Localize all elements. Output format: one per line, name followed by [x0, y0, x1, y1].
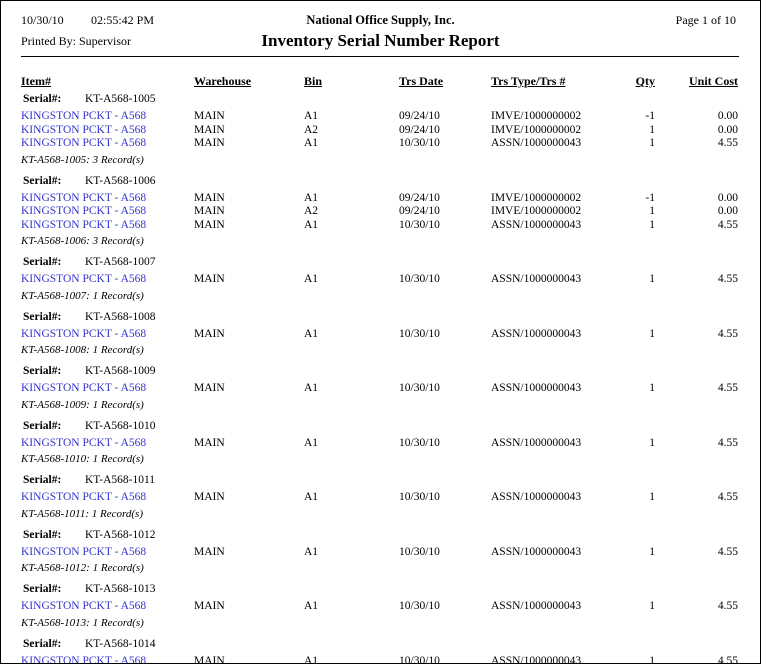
qty-cell: 1 [649, 218, 655, 231]
page-indicator: Page 1 of 10 [675, 13, 736, 27]
warehouse-cell: MAIN [194, 191, 225, 204]
bin-cell: A1 [304, 654, 319, 664]
printed-by: Printed By: Supervisor [21, 34, 131, 48]
serial-number: KT-A568-1008 [85, 310, 156, 323]
qty-cell: 1 [649, 491, 655, 503]
serial-group [1, 638, 760, 664]
trs-date-cell: 10/30/10 [399, 273, 440, 285]
col-header-qty: Qty [635, 74, 655, 88]
bin-cell: A1 [304, 491, 319, 503]
group-summary: KT-A568-1009: 1 Record(s) [21, 398, 144, 411]
group-summary: KT-A568-1005: 3 Record(s) [21, 153, 144, 166]
unit-cost-cell: 4.55 [717, 218, 738, 231]
bin-cell: A1 [304, 436, 319, 449]
unit-cost-cell: 4.55 [717, 382, 738, 394]
serial-line [1, 175, 760, 188]
transaction-row [1, 600, 760, 614]
warehouse-cell: MAIN [194, 123, 225, 136]
unit-cost-cell: 0.00 [717, 191, 738, 204]
warehouse-cell: MAIN [194, 654, 225, 664]
trs-date-cell: 09/24/10 [399, 191, 440, 204]
serial-label: Serial#: [23, 365, 62, 377]
header-divider [21, 56, 739, 57]
unit-cost-cell: 4.55 [717, 654, 738, 664]
warehouse-cell: MAIN [194, 205, 225, 217]
serial-group [1, 529, 760, 576]
bin-cell: A1 [304, 545, 319, 558]
serial-label: Serial#: [23, 256, 62, 268]
transaction-row [1, 124, 760, 138]
qty-cell: 1 [649, 123, 655, 136]
company-name: National Office Supply, Inc. [306, 13, 455, 27]
unit-cost-cell: 4.55 [717, 436, 738, 449]
transaction-row [1, 205, 760, 219]
item-link[interactable]: KINGSTON PCKT - A568 [21, 654, 147, 664]
bin-cell: A1 [304, 382, 319, 394]
group-summary: KT-A568-1006: 3 Record(s) [21, 235, 144, 247]
transaction-row [1, 137, 760, 151]
serial-number: KT-A568-1010 [85, 419, 156, 432]
trs-type-cell: ASSN/1000000043 [491, 273, 582, 285]
serial-group [1, 583, 760, 630]
trs-date-cell: 10/30/10 [399, 436, 440, 449]
qty-cell: 1 [649, 382, 655, 394]
group-summary: KT-A568-1011: 1 Record(s) [21, 507, 143, 520]
bin-cell: A1 [304, 191, 319, 204]
transaction-row [1, 273, 760, 287]
serial-line [1, 256, 760, 269]
unit-cost-cell: 0.00 [717, 205, 738, 217]
report-title: Inventory Serial Number Report [261, 31, 500, 50]
col-header-item: Item# [21, 74, 51, 88]
serial-group [1, 474, 760, 521]
serial-group [1, 365, 760, 412]
trs-type-cell: ASSN/1000000043 [491, 491, 582, 503]
trs-type-cell: ASSN/1000000043 [491, 327, 582, 340]
group-summary: KT-A568-1010: 1 Record(s) [21, 453, 144, 465]
warehouse-cell: MAIN [194, 273, 225, 285]
serial-number: KT-A568-1009 [85, 365, 156, 377]
unit-cost-cell: 0.00 [717, 123, 738, 136]
transaction-row [1, 655, 760, 664]
unit-cost-cell: 4.55 [717, 491, 738, 503]
item-link[interactable]: KINGSTON PCKT - A568 [21, 327, 147, 340]
unit-cost-cell: 4.55 [717, 600, 738, 612]
trs-type-cell: IMVE/1000000002 [491, 205, 582, 217]
qty-cell: 1 [649, 137, 655, 149]
item-link[interactable]: KINGSTON PCKT - A568 [21, 218, 147, 231]
serial-number: KT-A568-1011 [85, 474, 156, 486]
trs-date-cell: 10/30/10 [399, 600, 440, 612]
serial-line [1, 365, 760, 378]
bin-cell: A1 [304, 600, 319, 612]
unit-cost-cell: 0.00 [717, 110, 738, 122]
trs-date-cell: 10/30/10 [399, 545, 440, 558]
qty-cell: -1 [645, 110, 655, 122]
qty-cell: 1 [649, 654, 655, 664]
qty-cell: -1 [645, 191, 655, 204]
bin-cell: A2 [304, 123, 319, 136]
serial-line [1, 93, 760, 106]
col-header-trs-type: Trs Type/Trs # [491, 74, 566, 88]
serial-number: KT-A568-1012 [85, 528, 156, 541]
trs-type-cell: ASSN/1000000043 [491, 137, 582, 149]
report-header [1, 1, 760, 59]
report-time: 02:55:42 PM [91, 13, 155, 27]
trs-date-cell: 10/30/10 [399, 137, 440, 149]
trs-type-cell: ASSN/1000000043 [491, 654, 582, 664]
warehouse-cell: MAIN [194, 218, 225, 231]
col-header-bin: Bin [304, 74, 323, 88]
warehouse-cell: MAIN [194, 545, 225, 558]
item-link[interactable]: KINGSTON PCKT - A568 [21, 600, 147, 612]
item-link[interactable]: KINGSTON PCKT - A568 [21, 545, 147, 558]
serial-group [1, 311, 760, 358]
column-headers [1, 74, 760, 89]
qty-cell: 1 [649, 436, 655, 449]
transaction-row [1, 219, 760, 233]
trs-type-cell: ASSN/1000000043 [491, 382, 582, 394]
item-link[interactable]: KINGSTON PCKT - A568 [21, 110, 147, 122]
group-summary: KT-A568-1007: 1 Record(s) [21, 289, 144, 302]
serial-line [1, 638, 760, 651]
serial-group [1, 175, 760, 249]
serial-line [1, 311, 760, 324]
bin-cell: A2 [304, 205, 319, 217]
warehouse-cell: MAIN [194, 327, 225, 340]
serial-group [1, 93, 760, 167]
serial-line [1, 420, 760, 433]
trs-type-cell: ASSN/1000000043 [491, 436, 582, 449]
group-summary: KT-A568-1013: 1 Record(s) [21, 616, 144, 629]
serial-number: KT-A568-1005 [85, 93, 156, 105]
warehouse-cell: MAIN [194, 491, 225, 503]
serial-number: KT-A568-1013 [85, 583, 156, 595]
col-header-trs-date: Trs Date [399, 74, 444, 88]
warehouse-cell: MAIN [194, 600, 225, 612]
item-link[interactable]: KINGSTON PCKT - A568 [21, 137, 147, 149]
serial-label: Serial#: [23, 419, 62, 432]
item-link[interactable]: KINGSTON PCKT - A568 [21, 273, 147, 285]
trs-date-cell: 10/30/10 [399, 382, 440, 394]
qty-cell: 1 [649, 205, 655, 217]
groups [1, 93, 760, 664]
serial-number: KT-A568-1006 [85, 174, 156, 187]
trs-date-cell: 10/30/10 [399, 654, 440, 664]
serial-label: Serial#: [23, 637, 62, 650]
trs-type-cell: ASSN/1000000043 [491, 545, 582, 558]
report-date: 10/30/10 [21, 13, 64, 27]
col-header-warehouse: Warehouse [194, 74, 252, 88]
bin-cell: A1 [304, 273, 319, 285]
serial-group [1, 256, 760, 303]
warehouse-cell: MAIN [194, 382, 225, 394]
bin-cell: A1 [304, 137, 319, 149]
serial-label: Serial#: [23, 174, 62, 187]
serial-number: KT-A568-1014 [85, 637, 156, 650]
trs-type-cell: ASSN/1000000043 [491, 600, 582, 612]
trs-type-cell: IMVE/1000000002 [491, 191, 582, 204]
warehouse-cell: MAIN [194, 436, 225, 449]
serial-line [1, 583, 760, 596]
serial-label: Serial#: [23, 528, 62, 541]
bin-cell: A1 [304, 327, 319, 340]
item-link[interactable]: KINGSTON PCKT - A568 [21, 123, 147, 136]
serial-line [1, 529, 760, 542]
transaction-row [1, 382, 760, 396]
group-summary: KT-A568-1012: 1 Record(s) [21, 562, 144, 574]
transaction-row [1, 546, 760, 560]
serial-label: Serial#: [23, 310, 62, 323]
trs-date-cell: 09/24/10 [399, 110, 440, 122]
trs-date-cell: 10/30/10 [399, 491, 440, 503]
transaction-row [1, 328, 760, 342]
serial-label: Serial#: [23, 474, 62, 486]
qty-cell: 1 [649, 273, 655, 285]
transaction-row [1, 192, 760, 206]
serial-label: Serial#: [23, 93, 62, 105]
item-link[interactable]: KINGSTON PCKT - A568 [21, 436, 147, 449]
transaction-row [1, 491, 760, 505]
item-link[interactable]: KINGSTON PCKT - A568 [21, 491, 147, 503]
col-header-unit-cost: Unit Cost [688, 74, 738, 88]
bin-cell: A1 [304, 218, 319, 231]
transaction-row [1, 110, 760, 124]
trs-date-cell: 09/24/10 [399, 205, 440, 217]
warehouse-cell: MAIN [194, 110, 225, 122]
unit-cost-cell: 4.55 [717, 327, 738, 340]
serial-group [1, 420, 760, 467]
group-summary: KT-A568-1008: 1 Record(s) [21, 344, 144, 356]
trs-type-cell: ASSN/1000000043 [491, 218, 582, 231]
serial-number: KT-A568-1007 [85, 256, 156, 268]
trs-date-cell: 10/30/10 [399, 327, 440, 340]
qty-cell: 1 [649, 600, 655, 612]
transaction-row [1, 437, 760, 451]
unit-cost-cell: 4.55 [717, 273, 738, 285]
unit-cost-cell: 4.55 [717, 137, 738, 149]
trs-date-cell: 10/30/10 [399, 218, 440, 231]
serial-line [1, 474, 760, 487]
trs-type-cell: IMVE/1000000002 [491, 123, 582, 136]
item-link[interactable]: KINGSTON PCKT - A568 [21, 382, 147, 394]
trs-type-cell: IMVE/1000000002 [491, 110, 582, 122]
warehouse-cell: MAIN [194, 137, 225, 149]
qty-cell: 1 [649, 545, 655, 558]
item-link[interactable]: KINGSTON PCKT - A568 [21, 191, 147, 204]
unit-cost-cell: 4.55 [717, 545, 738, 558]
bin-cell: A1 [304, 110, 319, 122]
trs-date-cell: 09/24/10 [399, 123, 440, 136]
serial-label: Serial#: [23, 583, 62, 595]
qty-cell: 1 [649, 327, 655, 340]
item-link[interactable]: KINGSTON PCKT - A568 [21, 205, 147, 217]
